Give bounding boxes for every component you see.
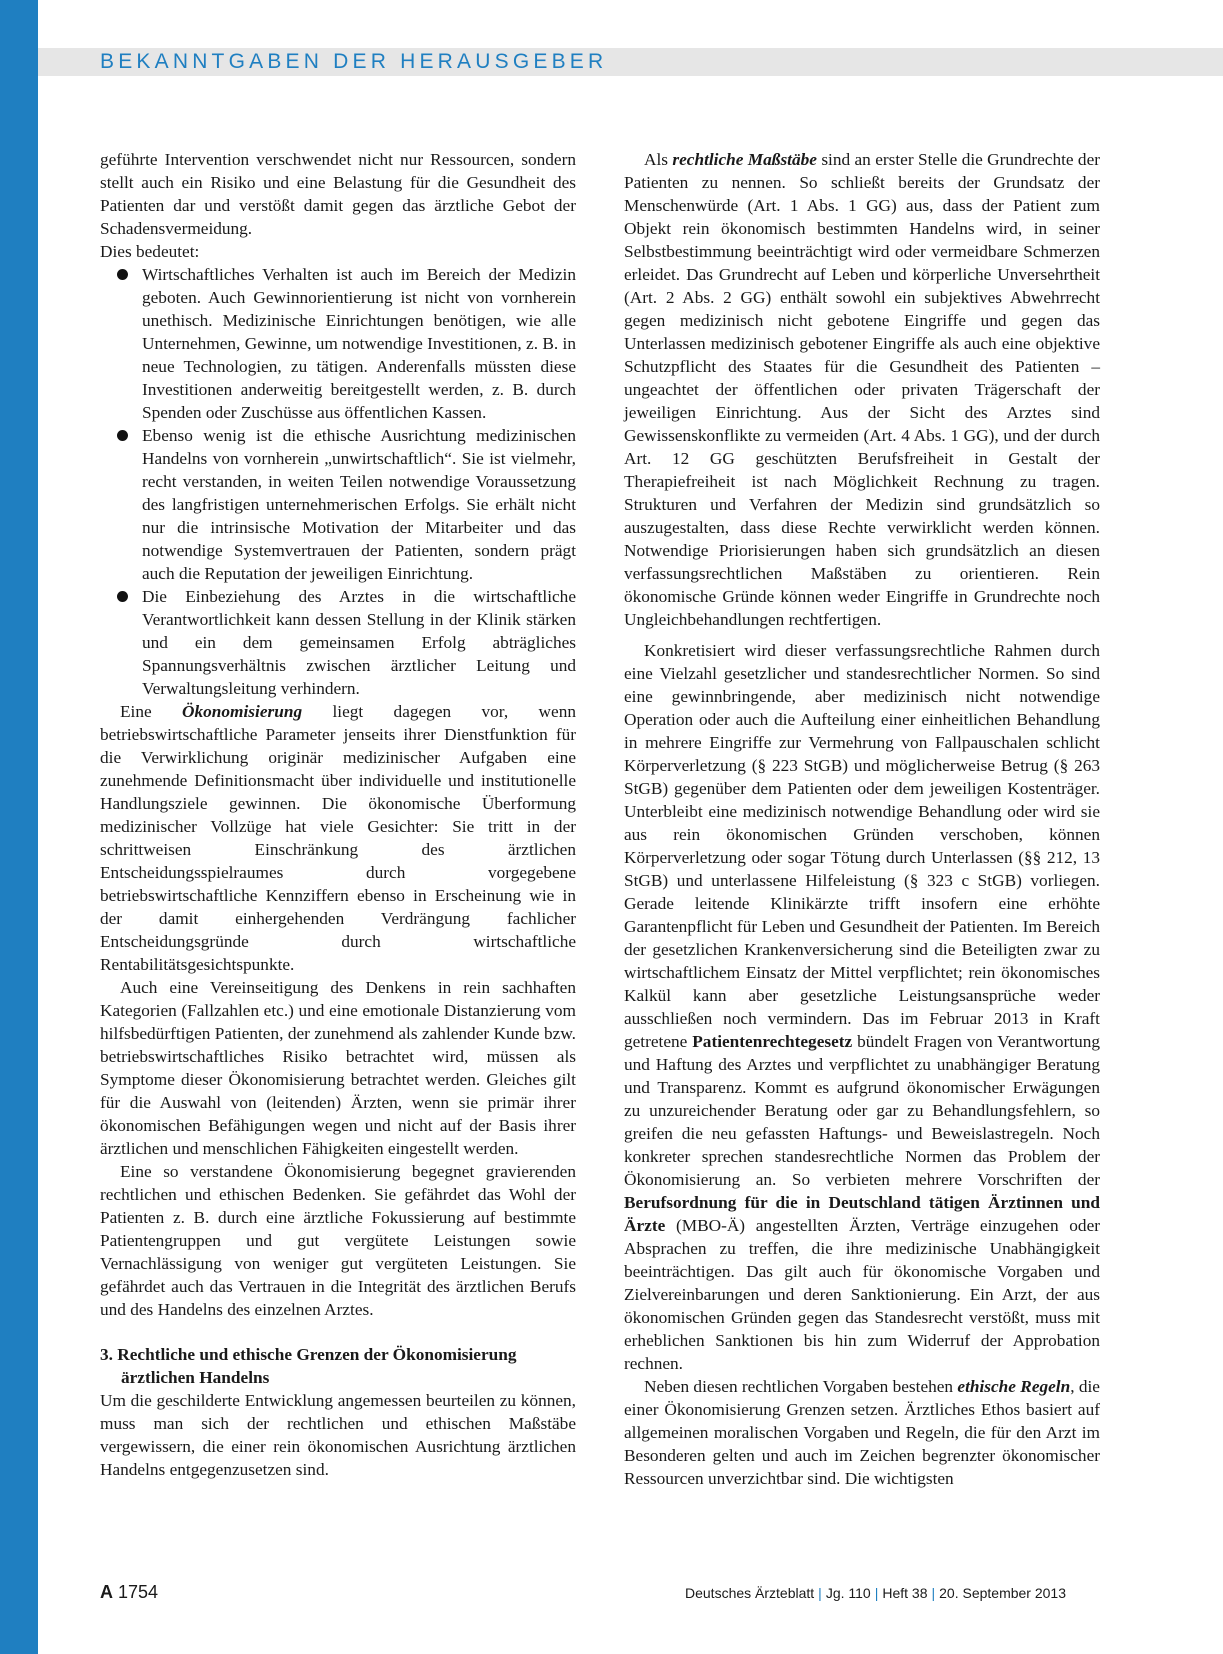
separator: | — [818, 1585, 822, 1601]
separator: | — [931, 1585, 936, 1601]
bullet-icon — [117, 591, 128, 602]
emphasized-term: rechtliche Maßstäbe — [672, 150, 817, 169]
law-name: Berufsordnung für die in Deutschland tätigen Ärztinnen und Ärzte — [624, 1193, 1100, 1235]
text-run: sind an erster Stelle die Grundrechte der Patienten zu nennen. So schließt bereits der Grundsatz der Menschenwürde (Art. 1 Abs. 1 GG) aus, dass der Patient zum Objekt rein ökonomisch bestimmten Handelns wird, in seiner Selbstbestimmung beeinträchtigt wird oder vermeidbare Schmerzen erleidet. Das Grundrecht auf Leben und körperliche Unversehrtheit (Art. 2 Abs. 2 GG) enthält sowohl ein subjektives Abwehrrecht gegen medizinisch nicht gebotene Eingriffe und gegen das Unterlassen medizinisch gebotener Eingriffe als auch eine objektive Schutzpflicht des Staates für die Gesundheit des Patienten – ungeachtet der öffentlichen oder privaten Trägerschaft der jeweiligen Einrichtung. Aus der Sicht des Arztes sind Gewissenskonflikte zu vermeiden (Art. 4 Abs. 1 GG), und der durch Art. 12 GG geschützten Berufsfreiheit in Gestalt der Therapiefreiheit ist nach Möglichkeit Rechnung zu tragen. Strukturen und Verfahren der Medizin sind grundsätzlich so auszugestalten, dass diese Rechte verwirklicht werden können. Notwendige Priorisierungen haben sich grundsätzlich an diesen verfassungsrechtlichen Maßstäben zu orientieren. Rein ökonomische Gründe können weder Eingriffe in Grundrechte noch Ungleichbehandlungen rechtfertigen. — [624, 150, 1100, 629]
journal-issue: Heft 38 — [882, 1585, 928, 1601]
list-item-text: Wirtschaftliches Verhalten ist auch im Bereich der Medizin geboten. Auch Gewinnorientierung ist nicht von vornherein unethisch. Medizinische Einrichtungen benötigen, wie alle Unternehmen, Gewinne, um notwendige Investitionen, z. B. in neue Technologien, zu tätigen. Anderenfalls müssten diese Investitionen anderweitig bereitgestellt werden, z. B. durch Spenden oder Zuschüsse aus öffentlichen Kassen. — [142, 265, 576, 422]
right-column — [624, 148, 1100, 1490]
separator: | — [874, 1585, 879, 1601]
text-run: (MBO-Ä) angestellten Ärzten, Verträge einzugehen oder Absprachen zu treffen, die ihre medizinische Unabhängigkeit beeinträchtigen. Das gilt auch für ökonomische Vorgaben und Zielvereinbarungen und deren Sanktionierung. Ein Arzt, der aus ökonomischen Gründen gegen das Standesrecht verstößt, muss mit erheblichen Sanktionen bis hin zum Widerruf der Approbation rechnen. — [624, 1216, 1100, 1373]
left-column — [100, 148, 576, 1481]
paragraph: Um die geschilderte Entwicklung angemessen beurteilen zu können, muss man sich der rechtlichen und ethischen Maßstäbe vergewissern, die einer rein ökonomischen Ausrichtung ärztlichen Handelns entgegenzusetzen sind. — [100, 1391, 576, 1479]
paragraph: geführte Intervention verschwendet nicht nur Ressourcen, sondern stellt auch ein Risiko und eine Belastung für die Gesundheit des Patienten dar und verstößt damit gegen das ärztliche Gebot der Schadensvermeidung. — [100, 150, 576, 238]
left-accent-bar — [0, 0, 38, 1654]
journal-date: 20. September 2013 — [939, 1585, 1066, 1601]
list-item-text: Die Einbeziehung des Arztes in die wirtschaftliche Verantwortlichkeit kann dessen Stellung in der Klinik stärken und ein dem gemeinsamen Erfolg abträgliches Spannungsverhältnis zwischen ärztlicher Leitung und Verwaltungsleitung verhindern. — [142, 587, 576, 698]
section-heading: 3. Rechtliche und ethische Grenzen der Ökonomisierung ärztlichen Handelns — [100, 1345, 517, 1387]
paragraph: Auch eine Vereinseitigung des Denkens in rein sachhaften Kategorien (Fallzahlen etc.) und eine emotionale Distanzierung vom hilfsbedürftigen Patienten, der zunehmend als zahlender Kunde bzw. betriebswirtschaftliches Risiko betrachtet wird, müssen als Symptome dieser Ökonomisierung betrachtet werden. Gleiches gilt für die Auswahl von (leitenden) Ärzten, wenn sie primär ihrer ökonomischen Befähigungen wegen und nicht auf der Basis ihrer ärztlichen und menschlichen Fähigkeiten eingestellt werden. — [100, 978, 576, 1158]
paragraph — [624, 148, 1100, 631]
text-run: Konkretisiert wird dieser verfassungsrechtliche Rahmen durch eine Vielzahl gesetzlicher und standesrechtlicher Normen. So sind eine gewinnbringende, aber medizinisch nicht notwendige Operation oder auch die Aufteilung einer einheitlichen Behandlung in mehrere Eingriffe zur Vermehrung von Fallpauschalen schlicht Körperverletzung (§ 223 StGB) und möglicherweise Betrug (§ 263 StGB) gegenüber dem Patienten oder dem jeweiligen Kostenträger. Unterbleibt eine medizinisch notwendige Behandlung oder wird sie aus rein ökonomischen Gründen verschoben, können Körperverletzung oder sogar Tötung durch Unterlassen (§§ 212, 13 StGB) und unterlassene Hilfeleistung (§ 323 c StGB) vorliegen. Gerade leitende Klinikärzte trifft insofern eine erhöhte Garantenpflicht für Leben und Gesundheit der Patienten. Im Bereich der gesetzlichen Krankenversicherung sind die Beteiligten zwar zu wirtschaftlichem Einsatz der Mittel verpflichtet; rein ökonomisches Kalkül kann aber gesetzliche Leistungsansprüche weder ausschließen noch vermindern. Das im Februar 2013 in Kraft getretene — [624, 641, 1100, 1051]
section-header-title: BEKANNTGABEN DER HERAUSGEBER — [100, 50, 608, 73]
list-item — [100, 585, 576, 700]
text-run: liegt dagegen vor, wenn betriebswirtschaftliche Parameter jenseits ihrer Dienstfunktion für die Verwirklichung originär medizinischer Aufgaben eine zunehmende Definitionsmacht über individuelle und institutionelle Handlungsziele gewinnen. Die ökonomische Überformung medizinischer Vollzüge hat viele Gesichter: Sie tritt in der schrittweisen Einschränkung des ärztlichen Entscheidungsspielraumes durch vorgegebene betriebswirtschaftliche Kennziffern ebenso in Erscheinung wie in der damit einhergehenden Verdrängung fachlicher Entscheidungsgründe durch wirtschaftliche Rentabilitätsgesichtspunkte. — [100, 702, 576, 974]
bullet-icon — [117, 430, 128, 441]
journal-name: Deutsches Ärzteblatt — [685, 1585, 815, 1601]
page-letter: A — [100, 1582, 113, 1602]
paragraph — [100, 700, 576, 976]
paragraph: Eine so verstandene Ökonomisierung begegnet gravierenden rechtlichen und ethischen Bedenken. Sie gefährdet das Wohl der Patienten z. B. durch eine ärztliche Fokussierung auf bestimmte Patientengruppen und gut vergütete Leistungen sowie Vernachlässigung von weniger gut vergüteten Leistungen. Sie gefährdet auch das Vertrauen in die Integrität des ärztlichen Berufs und des Handelns des einzelnen Arztes. — [100, 1162, 576, 1319]
text-run: Eine — [120, 702, 183, 721]
page-number-value: 1754 — [118, 1582, 159, 1602]
bullet-list — [100, 263, 576, 700]
emphasized-term: ethische Regeln — [957, 1377, 1071, 1396]
paragraph — [624, 1375, 1100, 1490]
journal-citation — [685, 1585, 1066, 1601]
text-run: Neben diesen rechtlichen Vorgaben bestehen — [644, 1377, 958, 1396]
list-item-text: Ebenso wenig ist die ethische Ausrichtung medizinischen Handelns von vornherein „unwirtschaftlich“. Sie ist vielmehr, recht verstanden, in weiten Teilen notwendige Voraussetzung des langfristigen unternehmerischen Erfolgs. Sie erhält nicht nur die intrinsische Motivation der Mitarbeiter und das notwendige Systemvertrauen der Patienten, sondern prägt auch die Reputation der jeweiligen Einrichtung. — [142, 426, 576, 583]
law-name: Patientenrechtegesetz — [692, 1032, 853, 1051]
page-number — [100, 1582, 158, 1603]
text-run: Als — [644, 150, 673, 169]
list-item — [100, 424, 576, 585]
text-run: , die einer Ökonomisierung Grenzen setzen. Ärztliches Ethos basiert auf allgemeinen moralischen Vorgaben und Regeln, die für den Arzt im Besonderen gelten und auch im Zeichen begrenzter ökonomischer Ressourcen unverzichtbar sind. Die wichtigsten — [624, 1377, 1100, 1488]
paragraph — [624, 639, 1100, 1375]
text-run: bündelt Fragen von Verantwortung und Haftung des Arztes und verpflichtet zu unabhängiger Beratung und Transparenz. Kommt es aufgrund ökonomischer Erwägungen zu unzureichender Beratung oder gar zu Behandlungsfehlern, so greifen die neu gefassten Haftungs- und Beweislastregeln. Noch konkreter sprechen standesrechtliche Normen das Problem der Ökonomisierung an. So verbieten mehrere Vorschriften der — [624, 1032, 1101, 1189]
emphasized-term: Ökonomisierung — [182, 702, 303, 721]
journal-volume: Jg. 110 — [825, 1585, 871, 1601]
paragraph: Dies bedeutet: — [100, 242, 200, 261]
bullet-icon — [117, 269, 128, 280]
list-item — [100, 263, 576, 424]
